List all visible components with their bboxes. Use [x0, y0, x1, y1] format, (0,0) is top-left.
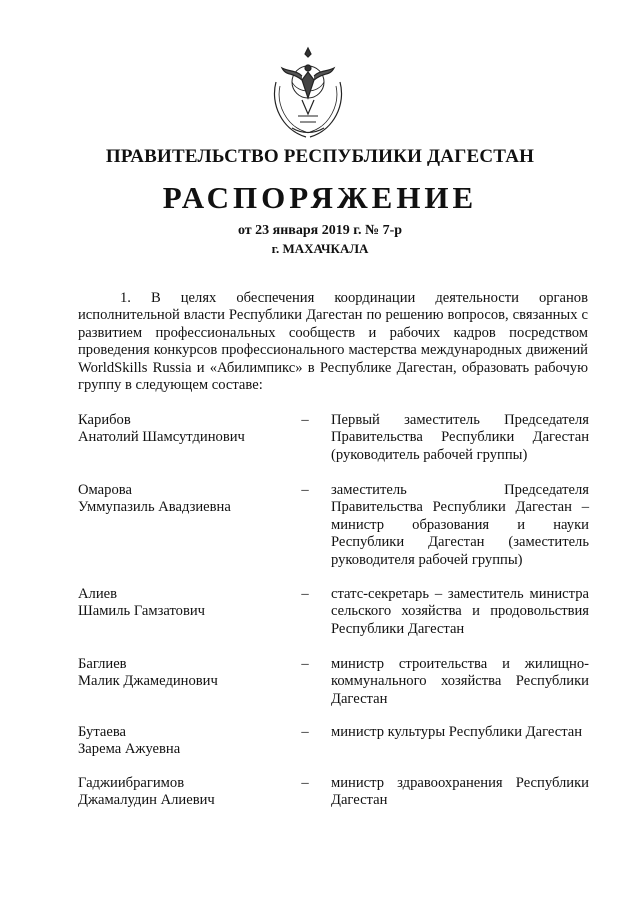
- member-surname: Гаджиибрагимов: [78, 775, 185, 791]
- coat-of-arms-icon: [262, 42, 354, 142]
- member-name: [78, 482, 293, 517]
- document-city: г. МАХАЧКАЛА: [271, 241, 369, 256]
- member-position: Первый заместитель Председателя Правительства Республики Дагестан (руководитель рабочей группы): [331, 412, 589, 463]
- order-paragraph: 1. В целях обеспечения координации деятельности органов исполнительной власти Республики Дагестан по решению вопросов, связанных с развитием профессиональных сообществ и рабочих кадров посредством проведения конкурсов профессионального мастерства международных движений WorldSkills Russia и «Абилимпикс» в Республике Дагестан, образовать рабочую группу в следующем составе:: [78, 290, 588, 394]
- separator-dash: –: [301, 412, 309, 428]
- member-given-names: Малик Джамединович: [78, 673, 218, 690]
- member-name: [78, 724, 293, 759]
- member-position: министр строительства и жилищно-коммунального хозяйства Республики Дагестан: [331, 656, 589, 707]
- member-name: [78, 775, 293, 810]
- member-position: статс-секретарь – заместитель министра сельского хозяйства и продовольствия Республики Дагестан: [331, 586, 589, 637]
- separator-dash: –: [301, 482, 309, 498]
- separator-dash: –: [301, 775, 309, 791]
- member-surname: Бутаева: [78, 724, 126, 740]
- member-position: заместитель Председателя Правительства Республики Дагестан – министр образования и науки Республики Дагестан (заместитель руководителя рабочей группы): [331, 482, 589, 568]
- member-given-names: Уммупазиль Авадзиевна: [78, 499, 231, 516]
- member-surname: Омарова: [78, 482, 132, 498]
- member-given-names: Анатолий Шамсутдинович: [78, 429, 245, 446]
- member-name: [78, 586, 293, 621]
- member-surname: Карибов: [78, 412, 131, 428]
- member-name: [78, 656, 293, 691]
- document-date-number: от 23 января 2019 г. № 7-р: [237, 223, 403, 238]
- member-given-names: Джамалудин Алиевич: [78, 792, 215, 809]
- organization-title: ПРАВИТЕЛЬСТВО РЕСПУБЛИКИ ДАГЕСТАН: [105, 146, 535, 167]
- member-position: министр здравоохранения Республики Дагестан: [331, 775, 589, 809]
- member-position: министр культуры Республики Дагестан: [331, 724, 583, 740]
- separator-dash: –: [301, 656, 309, 672]
- separator-dash: –: [301, 724, 309, 740]
- member-given-names: Зарема Ажуевна: [78, 741, 181, 758]
- document-type-heading: РАСПОРЯЖЕНИЕ: [162, 180, 478, 215]
- member-surname: Баглиев: [78, 656, 127, 672]
- member-name: [78, 412, 293, 447]
- separator-dash: –: [301, 586, 309, 602]
- member-surname: Алиев: [78, 586, 117, 602]
- member-given-names: Шамиль Гамзатович: [78, 603, 206, 620]
